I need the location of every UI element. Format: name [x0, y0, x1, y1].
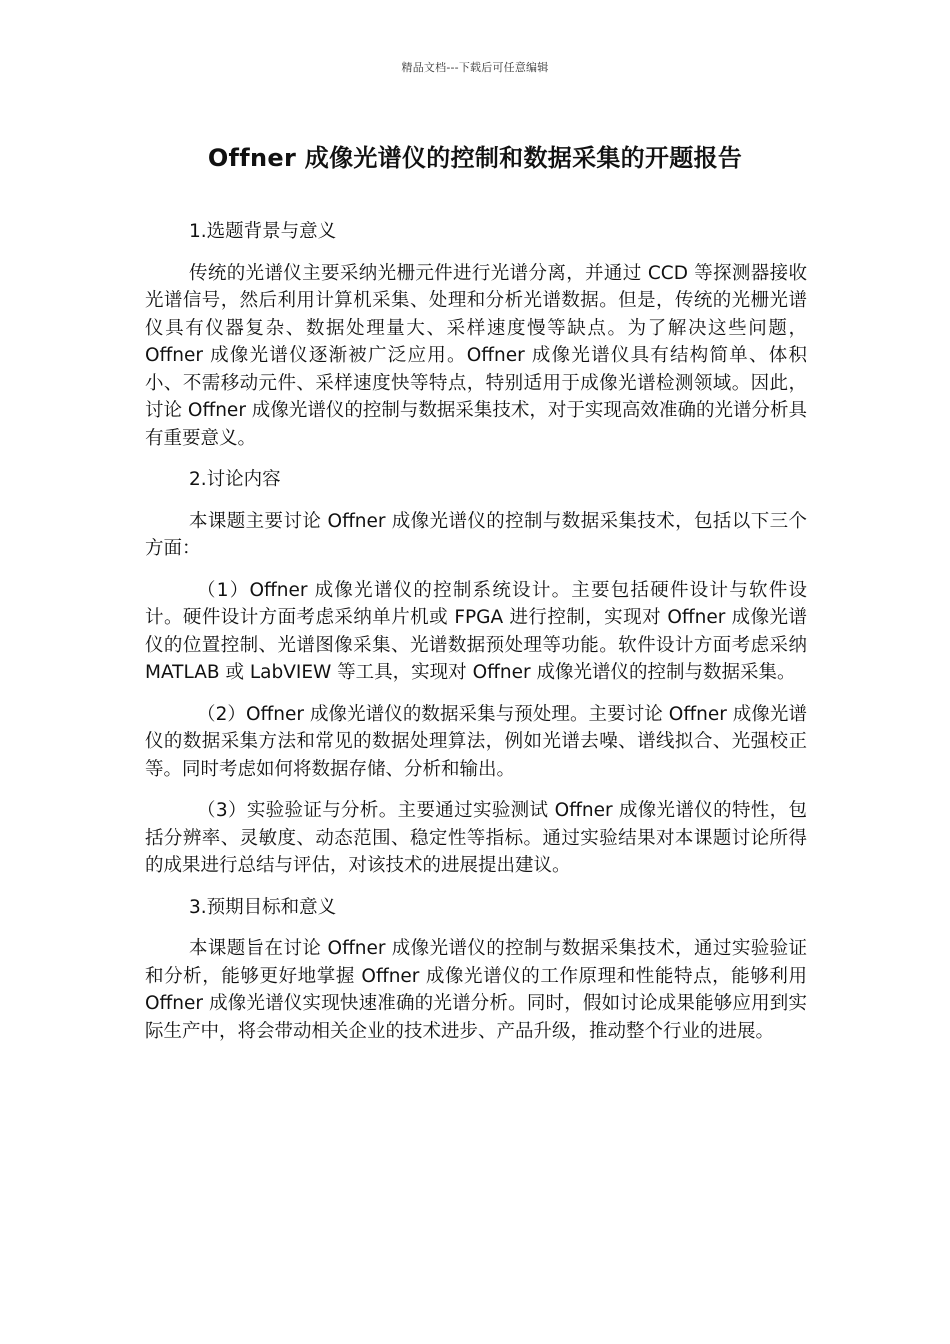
section-2-item-1: （1）Offner 成像光谱仪的控制系统设计。主要包括硬件设计与软件设计。硬件设计方面考虑采纳单片机或 FPGA 进行控制，实现对 Offner 成像光谱仪的位置控制、光谱图像采集、光谱数据预处理等功能。软件设计方面考虑采纳 MATLAB 或 LabVIEW 等工具，实现对 Offner 成像光谱仪的控制与数据采集。: [145, 579, 807, 683]
header-note: 精品文档---下载后可任意编辑: [401, 61, 549, 74]
section-heading-2: 2.讨论内容: [189, 469, 281, 490]
section-heading-3: 3.预期目标和意义: [189, 896, 337, 918]
section-1-paragraph: 传统的光谱仪主要采纳光栅元件进行光谱分离，并通过 CCD 等探测器接收光谱信号，然后利用计算机采集、处理和分析光谱数据。但是，传统的光栅光谱仪具有仪器复杂、数据处理量大、采样速度慢等缺点。为了解决这些问题，Offner 成像光谱仪逐渐被广泛应用。Offner 成像光谱仪具有结构简单、体积小、不需移动元件、采样速度快等特点，特别适用于成像光谱检测领域。因此，讨论 Offner 成像光谱仪的控制与数据采集技术，对于实现高效准确的光谱分析具有重要意义。: [145, 262, 807, 449]
section-heading-1: 1.选题背景与意义: [189, 221, 337, 242]
section-3-paragraph: 本课题旨在讨论 Offner 成像光谱仪的控制与数据采集技术，通过实验验证和分析，能够更好地掌握 Offner 成像光谱仪的工作原理和性能特点，能够利用 Offner 成像光谱仪实现快速准确的光谱分析。同时，假如讨论成果能够应用到实际生产中，将会带动相关企业的技术进步、产品升级，推动整个行业的进展。: [145, 938, 807, 1042]
section-2-item-2: （2）Offner 成像光谱仪的数据采集与预处理。主要讨论 Offner 成像光谱仪的数据采集方法和常见的数据处理算法，例如光谱去噪、谱线拟合、光强校正等。同时考虑如何将数据存储、分析和输出。: [145, 703, 807, 780]
section-2-item-3: （3）实验验证与分析。主要通过实验测试 Offner 成像光谱仪的特性，包括分辨率、灵敏度、动态范围、稳定性等指标。通过实验结果对本课题讨论所得的成果进行总结与评估，对该技术的进展提出建议。: [145, 800, 807, 876]
document-body: [145, 218, 807, 1059]
document-title: Offner 成像光谱仪的控制和数据采集的开题报告: [207, 144, 743, 172]
section-2-intro-paragraph: 本课题主要讨论 Offner 成像光谱仪的控制与数据采集技术，包括以下三个方面：: [145, 510, 807, 559]
